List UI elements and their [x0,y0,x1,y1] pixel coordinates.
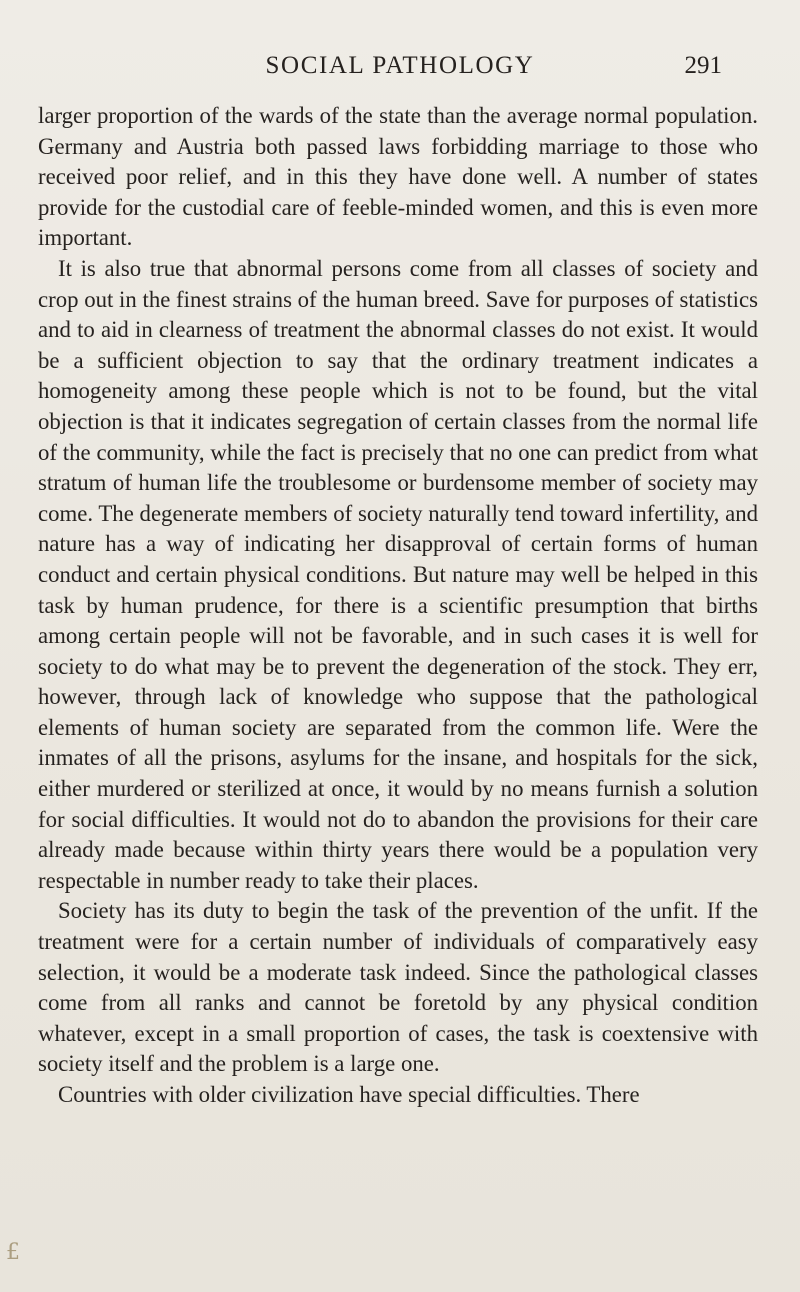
paragraph-4: Countries with older civilization have special difficulties. There [58,1082,640,1107]
paragraph-3: Society has its duty to begin the task of the prevention of the unfit. If the treatment were for a certain number of individuals of comparatively easy selection, it would be a moderate task indeed. Since the pathological classes come from all ranks and cannot be foretold by any physical condition whatever, except in a small proportion of cases, the task is coextensive with society itself and the problem is a large one. [38,898,758,1077]
running-header [0,50,800,90]
margin-mark: £ [6,1240,20,1265]
body-text [38,101,758,1111]
running-title: SOCIAL PATHOLOGY [265,52,535,79]
page-number: 291 [684,52,722,79]
paragraph-2: It is also true that abnormal persons come from all classes of society and crop out in the finest strains of the human breed. Save for purposes of statistics and to aid in clearness of treatment the abnormal classes do not exist. It would be a sufficient objection to say that the ordinary treatment indicates a homogeneity among these people which is not to be found, but the vital objection is that it indicates segregation of certain classes from the normal life of the community, while the fact is precisely that no one can predict from what stratum of human life the troublesome or burdensome member of society may come. The degenerate members of society naturally tend toward infertility, and nature has a way of indicating her disapproval of certain forms of human conduct and certain physical conditions. But nature may well be helped in this task by human prudence, for there is a scientific presumption that births among certain people will not be favorable, and in such cases it is well for society to do what may be to prevent the degeneration of the stock. They err, however, through lack of knowledge who suppose that the pathological elements of human society are separated from the common life. Were the inmates of all the prisons, asylums for the insane, and hospitals for the sick, either murdered or sterilized at once, it would by no means furnish a solution for social difficulties. It would not do to abandon the provisions for their care already made because within thirty years there would be a population very respectable in number ready to take their places. [38,255,758,893]
paragraph-1: larger proportion of the wards of the state than the average normal population. Germany and Austria both passed laws forbidding marriage to those who received poor relief, and in this they have done well. A number of states provide for the custodial care of feeble-minded women, and this is even more important. [38,103,758,251]
